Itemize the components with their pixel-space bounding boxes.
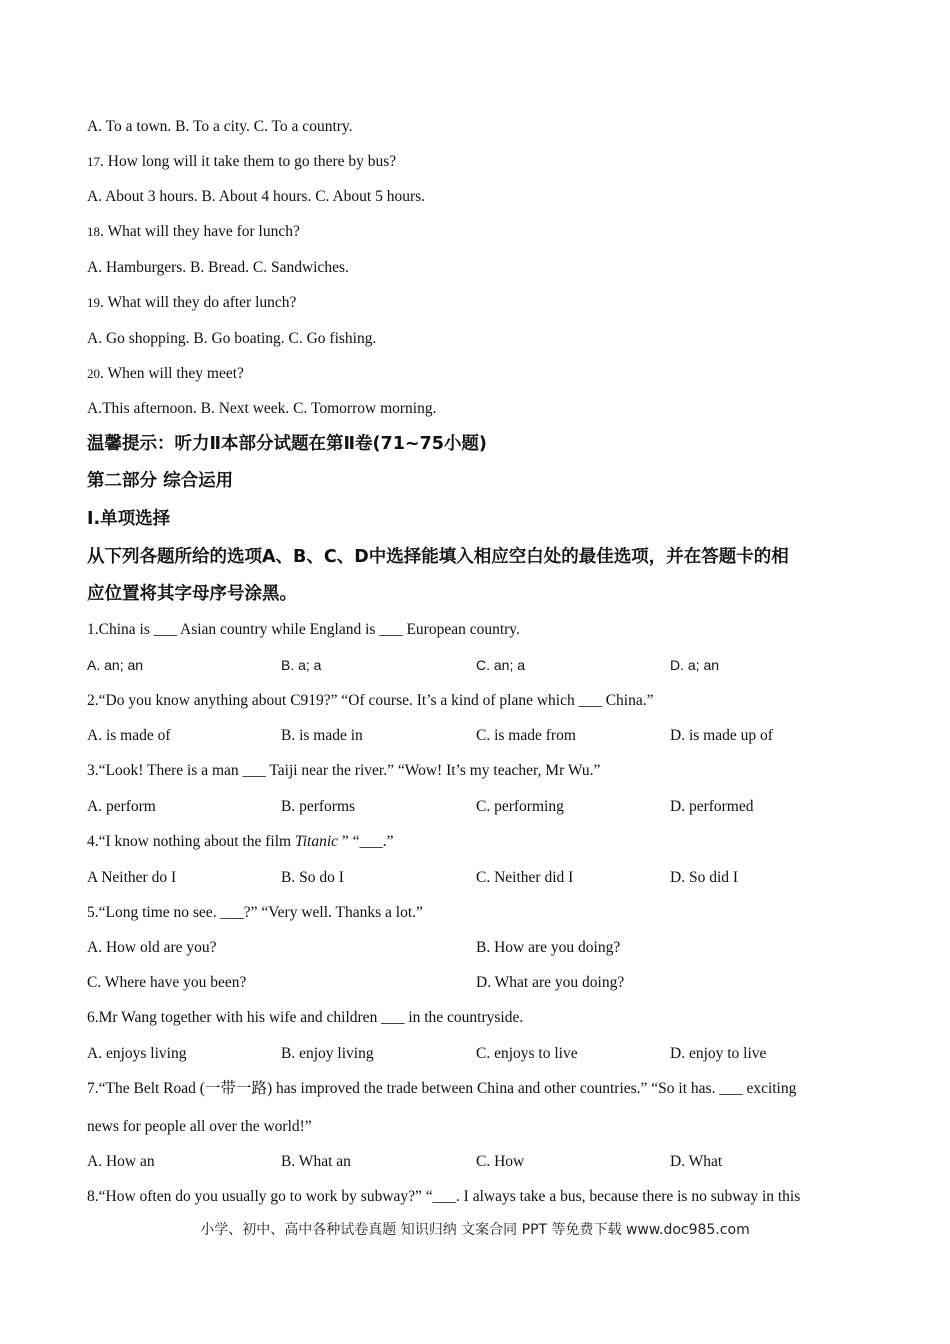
q4-text-before: 4.“I know nothing about the film [87, 833, 295, 850]
q7-option-c: C. How [476, 1153, 525, 1170]
q5-options-row1 [87, 938, 867, 958]
q3-options [87, 797, 867, 817]
instruction-line1: 从下列各题所给的选项A、B、C、D中选择能填入相应空白处的最佳选项，并在答题卡的相 [87, 547, 789, 567]
page-footer: 小学、初中、高中各种试卷真题 知识归纳 文案合同 PPT 等免费下载 www.doc985.com [200, 1222, 750, 1238]
q19-number: 19 [87, 295, 100, 310]
q1-option-d: D. a; an [670, 657, 720, 673]
q3-option-c: C. performing [476, 798, 564, 815]
q4-option-b: B. So do I [281, 869, 344, 886]
q7-question-line1: 7.“The Belt Road (一带一路) has improved the trade between China and other countries.” “So it has. ___ exciting [87, 1080, 797, 1097]
q5-option-d: D. What are you doing? [476, 974, 625, 991]
q1-option-a: A. an; an [87, 657, 144, 673]
q4-options [87, 868, 867, 888]
q7-option-b: B. What an [281, 1153, 351, 1170]
instruction-line2: 应位置将其字母序号涂黑。 [87, 584, 297, 604]
q7-option-d: D. What [670, 1153, 723, 1170]
q5-options-row2 [87, 973, 867, 993]
q4-option-a: A Neither do I [87, 869, 177, 886]
part2-title: 第二部分 综合运用 [87, 471, 234, 491]
q18-question [87, 222, 300, 242]
q16-options: A. To a town. B. To a city. C. To a country. [87, 118, 353, 135]
q5-option-c: C. Where have you been? [87, 974, 247, 991]
q6-option-b: B. enjoy living [281, 1045, 374, 1062]
q2-option-d: D. is made up of [670, 727, 773, 744]
q5-question: 5.“Long time no see. ___?” “Very well. Thanks a lot.” [87, 904, 423, 921]
q2-option-a: A. is made of [87, 727, 171, 744]
q4-film-title: Titanic [294, 833, 339, 850]
q8-question: 8.“How often do you usually go to work by subway?” “___. I always take a bus, because there is no subway in this [87, 1188, 801, 1205]
q6-option-a: A. enjoys living [87, 1045, 187, 1062]
q2-option-b: B. is made in [281, 727, 363, 744]
q19-options: A. Go shopping. B. Go boating. C. Go fishing. [87, 330, 377, 347]
q2-question: 2.“Do you know anything about C919?” “Of course. It’s a kind of plane which ___ China.” [87, 692, 654, 709]
q1-option-b: B. a; a [281, 657, 322, 673]
q1-question: 1.China is ___ Asian country while England is ___ European country. [87, 621, 520, 638]
q7-options [87, 1152, 867, 1172]
q3-option-d: D. performed [670, 798, 754, 815]
q20-number: 20 [87, 366, 100, 381]
q4-question [87, 832, 394, 852]
q1-option-c: C. an; a [476, 657, 526, 673]
q5-option-a: A. How old are you? [87, 939, 217, 956]
q3-question: 3.“Look! There is a man ___ Taiji near the river.” “Wow! It’s my teacher, Mr Wu.” [87, 762, 601, 779]
q17-question [87, 152, 396, 172]
q6-option-c: C. enjoys to live [476, 1045, 578, 1062]
q4-text-after: ” “___.” [338, 833, 394, 850]
q20-question [87, 364, 244, 384]
q3-option-a: A. perform [87, 798, 156, 815]
listening-notice: 温馨提示：听力Ⅱ本部分试题在第Ⅱ卷(71~75小题) [87, 434, 487, 454]
q18-number: 18 [87, 224, 100, 239]
q19-question [87, 293, 296, 313]
q17-text: . How long will it take them to go there by bus? [100, 153, 397, 170]
q1-options [87, 655, 867, 675]
q6-question: 6.Mr Wang together with his wife and children ___ in the countryside. [87, 1009, 524, 1026]
q18-options: A. Hamburgers. B. Bread. C. Sandwiches. [87, 259, 349, 276]
q20-text: . When will they meet? [100, 365, 244, 382]
q19-text: . What will they do after lunch? [100, 294, 297, 311]
q4-option-d: D. So did I [670, 869, 739, 886]
q3-option-b: B. performs [281, 798, 356, 815]
q7-question-line2: news for people all over the world!” [87, 1118, 312, 1135]
q17-options: A. About 3 hours. B. About 4 hours. C. About 5 hours. [87, 188, 426, 205]
q5-option-b: B. How are you doing? [476, 939, 621, 956]
q2-options [87, 726, 867, 746]
q4-option-c: C. Neither did I [476, 869, 574, 886]
q7-option-a: A. How an [87, 1153, 155, 1170]
section1-title: Ⅰ.单项选择 [87, 509, 171, 529]
q20-options: A.This afternoon. B. Next week. C. Tomorrow morning. [87, 400, 437, 417]
q17-number: 17 [87, 154, 100, 169]
q6-option-d: D. enjoy to live [670, 1045, 767, 1062]
q6-options [87, 1044, 867, 1064]
q2-option-c: C. is made from [476, 727, 576, 744]
q18-text: . What will they have for lunch? [100, 223, 300, 240]
